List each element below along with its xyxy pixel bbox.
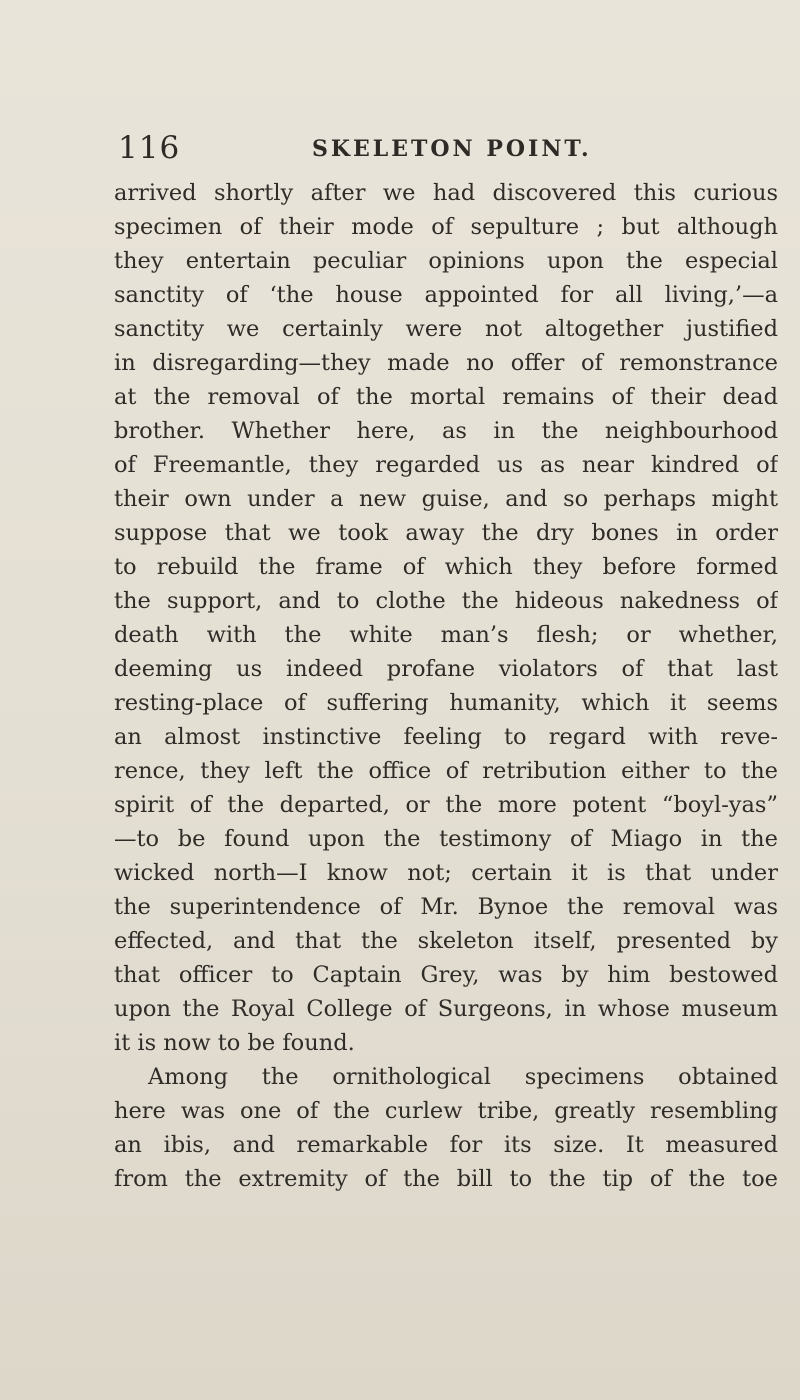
text-line: in disregarding—they made no offer of remonstrance [114,350,778,376]
text-line: suppose that we took away the dry bones in order [114,520,778,546]
text-line: of Freemantle, they regarded us as near kindred of [114,452,778,478]
text-line: the support, and to clothe the hideous nakedness of [114,588,778,614]
page-number: 116 [118,130,181,166]
text-line: it is now to be found. [114,1030,355,1056]
text-line: upon the Royal College of Surgeons, in whose museum [114,996,778,1022]
text-line: the superintendence of Mr. Bynoe the removal was [114,894,778,920]
text-line: they entertain peculiar opinions upon the especial [114,248,778,274]
text-line: from the extremity of the bill to the tip of the toe [114,1166,778,1192]
text-line: effected, and that the skeleton itself, presented by [114,928,778,954]
text-line: arrived shortly after we had discovered this curious [114,180,778,206]
page-header [118,126,718,170]
text-line: deeming us indeed profane violators of that last [114,656,778,682]
text-line: here was one of the curlew tribe, greatly resembling [114,1098,778,1124]
text-line: to rebuild the frame of which they before formed [114,554,778,580]
text-line: sanctity of ‘the house appointed for all living,’—a [114,282,778,308]
text-line: resting-place of suffering humanity, which it seems [114,690,778,716]
text-line: sanctity we certainly were not altogether justified [114,316,778,342]
running-head: SKELETON POINT. [312,136,592,162]
text-line: —to be found upon the testimony of Miago in the [114,826,778,852]
text-line: Among the ornithological specimens obtained [148,1064,778,1090]
text-line: that officer to Captain Grey, was by him bestowed [114,962,778,988]
text-line: an almost instinctive feeling to regard with reve- [114,724,778,750]
text-line: brother. Whether here, as in the neighbourhood [114,418,778,444]
text-line: rence, they left the office of retribution either to the [114,758,778,784]
text-line: an ibis, and remarkable for its size. It measured [114,1132,778,1158]
text-line: spirit of the departed, or the more potent “boyl-yas” [114,792,778,818]
text-line: at the removal of the mortal remains of their dead [114,384,778,410]
text-line: their own under a new guise, and so perhaps might [114,486,778,512]
text-line: wicked north—I know not; certain it is that under [114,860,778,886]
text-line: specimen of their mode of sepulture ; but although [114,214,778,240]
text-line: death with the white man’s flesh; or whether, [114,622,778,648]
body-text [114,176,778,1196]
